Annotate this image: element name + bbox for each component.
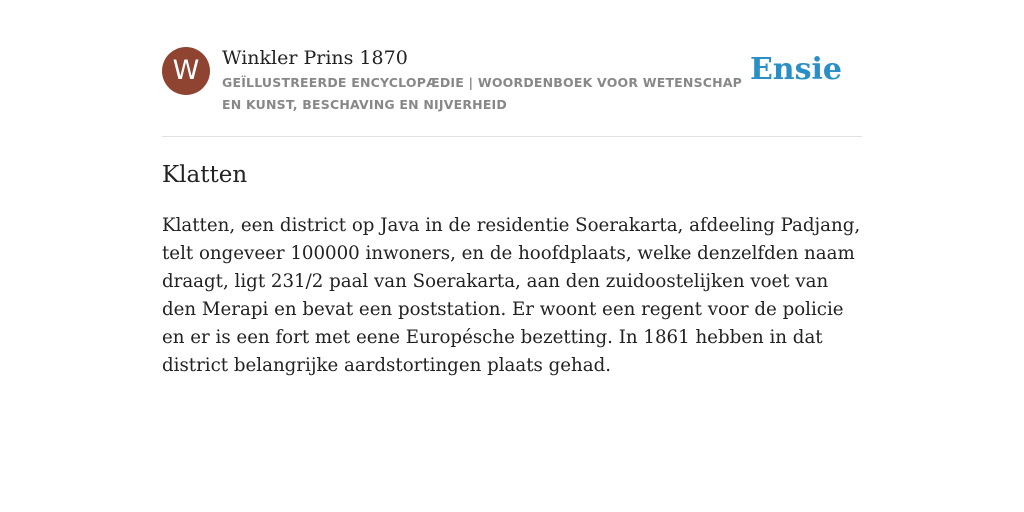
source-header xyxy=(162,44,862,137)
source-subtitle: GEÏLLUSTREERDE ENCYCLOPÆDIE | WOORDENBOEK VOOR WETENSCHAP EN KUNST, BESCHAVING EN NIJVERHEID xyxy=(222,75,743,112)
source-avatar[interactable]: W xyxy=(162,47,210,95)
ensie-logo[interactable]: Ensie xyxy=(749,52,842,87)
entry-title: Klatten xyxy=(162,162,248,188)
source-title[interactable]: Winkler Prins 1870 xyxy=(222,47,408,69)
entry-body: Klatten, een district op Java in de residentie Soerakarta, afdeeling Padjang, telt ongeveer 100000 inwoners, en de hoofdplaats, welke denzelfden naam draagt, ligt 231/2 paal van Soerakarta, aan den zuidoostelijken voet van den Merapi en bevat een poststation. Er woont een regent voor de policie en er is een fort met eene Europésche bezetting. In 1861 hebben in dat district belangrijke aardstortingen plaats gehad. xyxy=(162,215,861,376)
